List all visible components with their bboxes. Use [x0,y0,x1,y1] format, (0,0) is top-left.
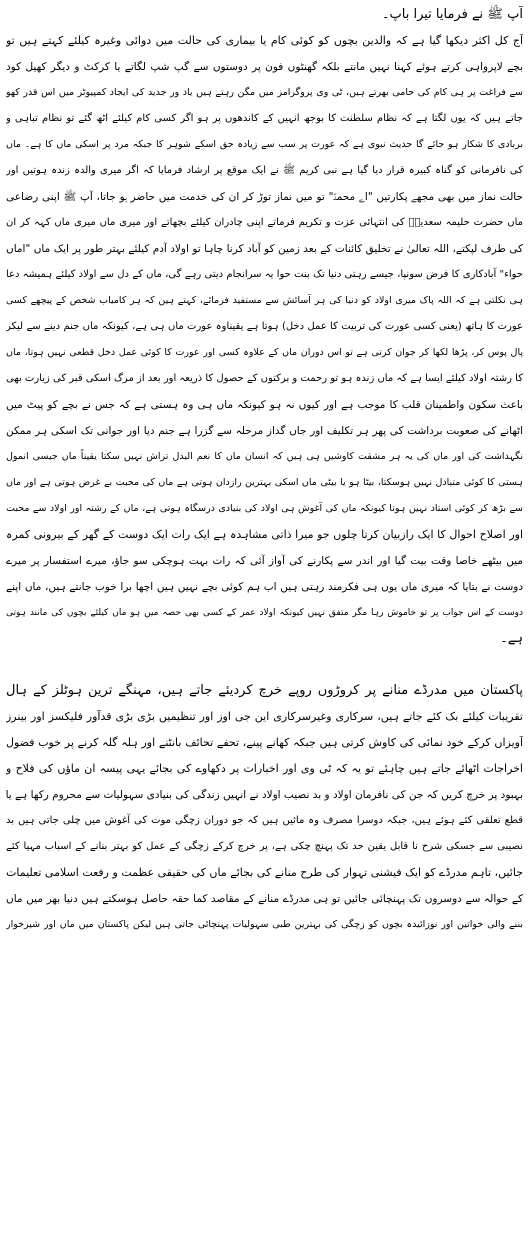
paragraph-line: کی طرف لپکتے، اللہ تعالیٰ نے تخلیق کائنات کے بعد زمین کو آباد کرنا چاہا تو اولاد آدم کیلئے بہتر طور پر ایک ماں "اماں [6,243,523,255]
paragraph-line: دوست کے اس جواب پر تو خاموش رہا مگر متفق نہیں کیونکہ اولاد عمر کے کسی بھی حصہ میں ہو ماں کیلئے بچوں کی مانند ہوتی [6,608,523,618]
paragraph-1 [6,28,523,652]
paragraph-line: پاکستان میں مدرڈے منانے پر کروڑوں روپے خرچ کردیئے جاتے ہیں، مہنگے ترین ہوٹلز کے ہال [6,683,523,698]
paragraph-line: سے فراغت پر ہی کام کی حامی بھرتے ہیں، ٹی وی پروگرامز میں مگن رہتے ہیں یاد ور جدید کی ایجاد کمپیوٹر میں اس قدر کھو [6,87,523,98]
paragraph-line: اور اصلاح احوال کا ایک رازبیان کرتا چلوں جو میرا ذاتی مشاہدہ ہے ایک رات ایک دوست کے گھر کے بیرونی کمرہ [6,528,523,541]
paragraph-line: نصیبی سے جسکی شرح نا قابل یقین حد تک پہنچ چکی ہے، پر خرچ کرکے زچگی کے عمل کو بہتر بنانے کے اسباب مہیا کئے [6,841,523,852]
paragraph-line: قطع تعلقی کئے ہوئے ہیں، جبکہ دوسرا مصرف وہ مائیں ہیں کہ جو دوران زچگی موت کی آغوش میں چلی جاتی ہیں بد [6,815,523,826]
paragraph-line: ماں حضرت حلیمہ سعدیہؓ کی انتہائی عزت و تکریم فرماتے اپنی چادران کیلئے بچھاتے اور میری ماں میری ماں کہہ کر ان [6,217,523,228]
paragraph-line: کا رشتہ اولاد کیلئے ایسا ہے کہ ماں زندہ ہو تو رحمت و برکتوں کے حصول کا ذریعہ اور بعد از مرگ اسکی قبر کی زیارت بھی [6,373,523,384]
paragraph-line: اخراجات اٹھائے جاتے ہیں چاہئے تو یہ کہ ٹی وی اور اخبارات پر دکھاوے کی بجائے یہی پیسہ ان ماؤں کی فلاح و [6,762,523,775]
paragraph-line: بننے والی خواتین اور نوزائیدہ بچوں کو زچگی کی بہترین طبی سہولیات پہنچائی جاتی ہیں لیکن پاکستان میں ماں اور شیرخوار [6,919,523,930]
article-title: آپ ﷺ نے فرمایا تیرا باپ۔ [381,7,523,22]
paragraph-line: دوست نے بتایا کہ میری ماں یوں ہی فکرمند رہتی ہیں اب ہم کوئی بچے نہیں ہیں اچھا برا خوب جانتے ہیں، ماں اپنے [6,581,523,593]
paragraph-line: اٹھانے کی صعوبت برداشت کی پھر ہر تکلیف اور جاں گداز مرحلہ سے گزرا ہے جنم دیا اور جوانی تک اسکی ہر ممکن [6,425,523,437]
paragraph-line: حالت نماز میں بھی مجھے پکارتیں "اے محمدؐ" تو میں نماز توڑ کر ان کی خدمت میں حاضر ہو جاتا، آپ ﷺ اپنی رضاعی [6,191,523,203]
paragraph-line: میں بیٹھے خاصا وقت بیت گیا اور اندر سے پکارنے کی آواز آئی کہ رات بہت ہوچکی سو جاؤ، میرے استفسار پر میرے [6,555,523,567]
paragraph-line: ہستی کا کوئی متبادل نہیں ہوسکتا، بیٹا ہو یا بیٹی ماں اسکی بہترین رازدان ہوتی ہے ماں کی محبت بے غرض ہوتی ہے اور ماں [6,477,523,488]
paragraph-line: بچے لاپرواہی کرتے ہوئے کہنا نہیں مانتے بلکہ گھنٹوں فون پر دوستوں سے گپ شپ لگاتے یا کرکٹ و دیگر کھیل کود [6,61,523,73]
paragraph-line: پال پوس کر، پڑھا لکھا کر جوان کرتی ہے تو اس دوران ماں کے علاوہ کسی اور عورت کا کوئی عمل دخل قطعی نہیں ہوتا، ماں [6,347,523,358]
paragraph-line: ہے۔ [500,631,523,646]
paragraph-line: جاتے ہیں کہ یوں لگتا ہے کہ نظام سلطنت کا بوجھ انہیں کے کاندھوں پر ہو اگر کسی کام کیلئے اٹھ گئے تو نظام تباہی و [6,113,523,124]
paragraph-line: کی نافرمانی کو گناہ کبیرہ قرار دیا گیا ہے نبی کریم ﷺ نے ایک موقع پر ارشاد فرمایا کہ اگر میری والدہ زندہ ہوتیں اور [6,165,523,176]
paragraph-line: سے بڑھ کر کوئی استاد نہیں ہوتا کیونکہ ماں کی آغوش ہی اولاد کی بنیادی درسگاہ ہوتی ہے، ماں کے رشتہ اور اولاد سے محبت [6,503,523,514]
paragraph-line: باعث سکون واطمینان قلب کا موجب ہے اور کیوں نہ ہو کیونکہ ماں ہی وہ ہستی ہے کہ جس نے بچے کو پیٹ میں [6,399,523,411]
paragraph-line: عورت کا ہاتھ (یعنی کسی عورت کی تربیت کا عمل دخل) ہوتا ہے یقیناوہ عورت ماں ہی ہے، کیونکہ ماں جنم دینے سے لیکر [6,321,523,332]
paragraph-line: جائیں، تاہم مدرڈے کو ایک فیشنی تہوار کی طرح منانے کی بجائے ماں کی حقیقی عظمت و رفعت اسلامی تعلیمات [6,866,523,879]
paragraph-line: تقریبات کیلئے بک کئے جاتے ہیں، سرکاری وغیرسرکاری این جی اوز اور تنظیمیں بڑی بڑی قدآور فلیکسز اور بینرز [6,710,523,723]
paragraph-line: ہی نکلتی ہے کہ اللہ پاک میری اولاد کو دنیا کی ہر آسائش سے مستفید فرمائے، کہتے ہیں کہ ہر کامیاب شخص کے پیچھے کسی [6,295,523,306]
paragraph-line: نگہداشت کی اور ماں کی یہ ہر مشقت کاوشیں ہی ہیں کہ انسان ماں کا نعم البدل تراش نہیں سکتا یقیناً ماں جیسی انمول [6,451,523,462]
paragraph-line: کے حوالہ سے دوسروں تک پہنچائی جائیں تو ہی مدرڈے منانے کے مقاصد کما حقہ حاصل ہوسکتے ہیں دنیا بھر میں ماں [6,893,523,905]
paragraph-line: آج کل اکثر دیکھا گیا ہے کہ والدین بچوں کو کوئی کام یا بیماری کی حالت میں دوائی وغیرہ کیلئے کہتے ہیں تو [6,34,523,47]
paragraph-2 [6,678,523,938]
paragraph-line: آویزاں کرکے خود نمائی کی کاوش کرتی ہیں جبکہ کھانے پینے، تحفے تحائف بانٹنے اور ہلہ گلہ کرنے پر خوب فضول [6,736,523,749]
paragraph-line: حواء" آبادکاری کا فرض سونپا، جیسے رہتی دنیا تک بنت حوا یہ سرانجام دیتی رہے گی، ماں کے دل سے اولاد کیلئے ہمیشہ دعا [6,269,523,280]
paragraph-spacer [6,652,523,678]
paragraph-line: بربادی کا شکار ہو جائے گا حدیث نبوی ہے کہ عورت پر سب سے زیادہ حق اسکے شوہر کا جبکہ مرد پر اسکی ماں کا ہے۔ ماں [6,139,523,150]
paragraph-line: بہبود پر خرچ کریں کہ جن کی نافرمان اولاد و بد نصیب اولاد نے انہیں زندگی کی بنیادی سہولیات سے محروم رکھا ہے یا [6,789,523,801]
